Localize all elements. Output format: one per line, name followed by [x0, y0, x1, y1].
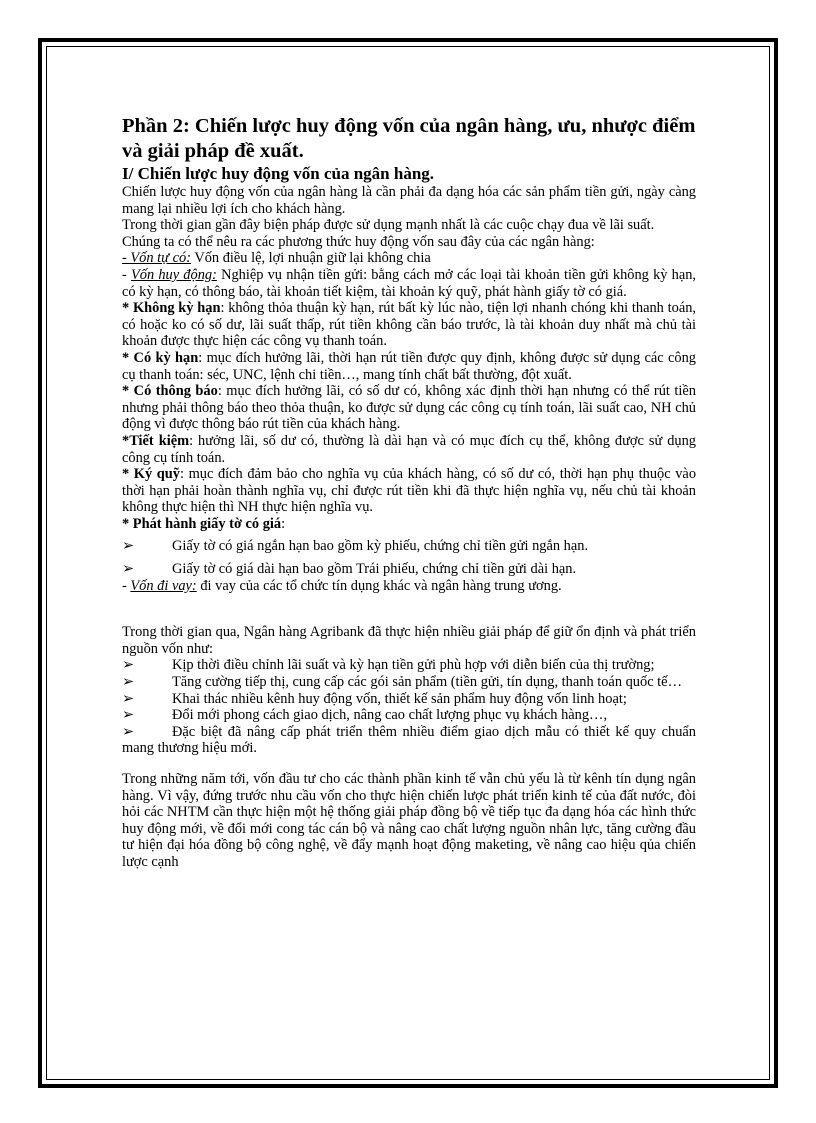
term-label: * Có kỳ hạn: [122, 349, 199, 366]
closing-paragraph: Trong những năm tới, vốn đầu tư cho các thành phần kinh tế vẫn chủ yếu là từ kênh tín dụng ngân hàng. Vì vậy, đứng trước nhu cầu vốn cho thực hiện chiến lược phát triển kinh tế của đất nước, đòi hỏi các NHTM cần thực hiện một hệ thống giải pháp đồng bộ về tiếp tục đa dạng hóa các hình thức huy động mới, về đổi mới cong tác cán bộ và nâng cao chất lượng nguồn nhân lực, tăng cường đầu tư hiện đại hóa đồng bộ công nghệ, về đẩy mạnh hoạt động maketing, về nâng cao hiệu qủa chiến lược cạnh: [122, 771, 696, 870]
term-text: : hưởng lãi, số dư có, thường là dài hạn và có mục đích cụ thể, không được sử dụng công cụ tính toán.: [122, 432, 697, 466]
spacer: [122, 594, 696, 624]
term-text: đi vay của các tổ chức tín dụng khác và ngân hàng trung ương.: [196, 577, 562, 594]
von-tu-co: [122, 250, 696, 267]
list-item-text: Đổi mới phong cách giao dịch, nâng cao chất lượng phục vụ khách hàng…,: [172, 707, 608, 724]
term-text: Nghiệp vụ nhận tiền gửi: bằng cách mở các loại tài khoản tiền gửi không kỳ hạn, có kỳ hạn, có thông báo, tài khoản tiết kiệm, tài khoản ký quỹ, phát hành giấy tờ có giá.: [122, 266, 697, 300]
term-label: - Vốn tự có:: [122, 250, 191, 267]
co-thong-bao: [122, 383, 696, 433]
khong-ky-han: [122, 300, 696, 350]
arrow-bullet-icon: ➢: [122, 657, 135, 674]
term-label: * Ký quỹ: [122, 466, 180, 483]
term-label: * Không kỳ hạn: [122, 300, 221, 317]
term-text: : không thỏa thuận kỳ hạn, rút bất kỳ lúc nào, tiện lợi nhanh chóng khi thanh toán, có hoặc ko có số dư, lãi suất thấp, rút tiền không cần báo trước, là tài khoản duy nhất mà chủ tài khoản được thực hiện các công vụ thanh toán.: [122, 300, 696, 350]
list-item: [122, 707, 696, 724]
list-item-text: Giấy tờ có giá dài hạn bao gồm Trái phiếu, chứng chỉ tiền gửi dài hạn.: [172, 561, 577, 578]
list-item-text: Khai thác nhiều kênh huy động vốn, thiết kế sản phẩm huy động vốn linh hoạt;: [172, 690, 627, 707]
ky-quy: [122, 466, 696, 516]
arrow-bullet-icon: ➢: [122, 561, 135, 578]
spacer: [122, 757, 696, 771]
term-text: : mục đích hưởng lãi, thời hạn rút tiền được quy định, không được sử dụng các công cụ thanh toán: séc, UNC, lệnh chi tiền…, mang tính chất bất thường, đột xuất.: [122, 349, 696, 383]
term-text: Vốn điều lệ, lợi nhuận giữ lại không chia: [191, 250, 431, 267]
arrow-bullet-icon: ➢: [122, 707, 135, 724]
paragraph: Trong thời gian gần đây biện pháp được sử dụng mạnh nhất là các cuộc chạy đua về lãi suất.: [122, 217, 655, 234]
agribank-intro: Trong thời gian qua, Ngân hàng Agribank đã thực hiện nhiều giải pháp để giữ ổn định và phát triển nguồn vốn như:: [122, 624, 696, 657]
term-label: * Có thông báo: [122, 383, 218, 400]
document-body: [122, 114, 696, 871]
list-item-text: Kịp thời điều chỉnh lãi suất và kỳ hạn tiền gửi phù hợp với diễn biến của thị trường;: [172, 657, 655, 674]
term-label: Vốn huy động:: [130, 266, 217, 283]
term-label: Vốn đi vay:: [130, 577, 197, 594]
phat-hanh: [122, 516, 696, 533]
list-item: [122, 657, 696, 674]
list-item: [122, 674, 696, 691]
arrow-bullet-icon: ➢: [122, 538, 135, 555]
arrow-bullet-icon: ➢: [122, 690, 135, 707]
list-item: [122, 561, 696, 578]
term-text: :: [281, 515, 286, 532]
term-text: : mục đích đảm bảo cho nghĩa vụ của khách hàng, có số dư có, thời hạn phụ thuộc vào thời hạn phải hoàn thành nghĩa vụ, chỉ được rút tiền khi đã thực hiện nghĩa vụ, nếu chủ tài khoản không thực hiện thì NH thực hiện nghĩa vụ.: [122, 466, 697, 516]
page-title: Phần 2: Chiến lược huy động vốn của ngân hàng, ưu, nhược điểm và giải pháp đề xuất.: [122, 115, 696, 162]
tiet-kiem: [122, 433, 696, 466]
list-item-text: Giấy tờ có giá ngắn hạn bao gồm kỳ phiếu, chứng chỉ tiền gửi ngắn hạn.: [172, 538, 589, 555]
paragraph: Chúng ta có thể nêu ra các phương thức huy động vốn sau đây của các ngân hàng:: [122, 233, 595, 250]
term-label: *Tiết kiệm: [122, 432, 190, 449]
co-ky-han: [122, 350, 696, 383]
list-item-text: Đặc biệt đã nâng cấp phát triển thêm nhiều điểm giao dịch mẫu có thiết kế quy chuẩn mang thương hiệu mới.: [122, 723, 696, 757]
term-prefix: -: [122, 266, 131, 283]
term-prefix: -: [122, 577, 131, 594]
list-item: [122, 691, 696, 708]
arrow-bullet-icon: ➢: [122, 674, 135, 691]
list-item: [122, 724, 696, 757]
arrow-bullet-icon: ➢: [122, 723, 135, 740]
section-heading: I/ Chiến lược huy động vốn của ngân hàng.: [122, 164, 435, 183]
term-text: : mục đích hưởng lãi, có số dư có, không xác định thời hạn nhưng có thể rút tiền nhưng phải thông báo theo thỏa thuận, ko được sử dụng các công cụ tính toán, lãi suất cao, NH chủ động vì được thông báo rút tiền của khách hàng.: [122, 383, 696, 433]
term-label: * Phát hành giấy tờ có giá: [122, 515, 282, 532]
list-item: [122, 538, 696, 555]
von-di-vay: [122, 578, 696, 595]
von-huy-dong: [122, 267, 696, 300]
list-item-text: Tăng cường tiếp thị, cung cấp các gói sản phẩm (tiền gửi, tín dụng, thanh toán quốc tế…: [172, 674, 682, 691]
paragraph: Chiến lược huy động vốn của ngân hàng là cần phải đa dạng hóa các sản phẩm tiền gửi, ngày càng mang lại nhiều lợi ích cho khách hàng.: [122, 184, 696, 217]
